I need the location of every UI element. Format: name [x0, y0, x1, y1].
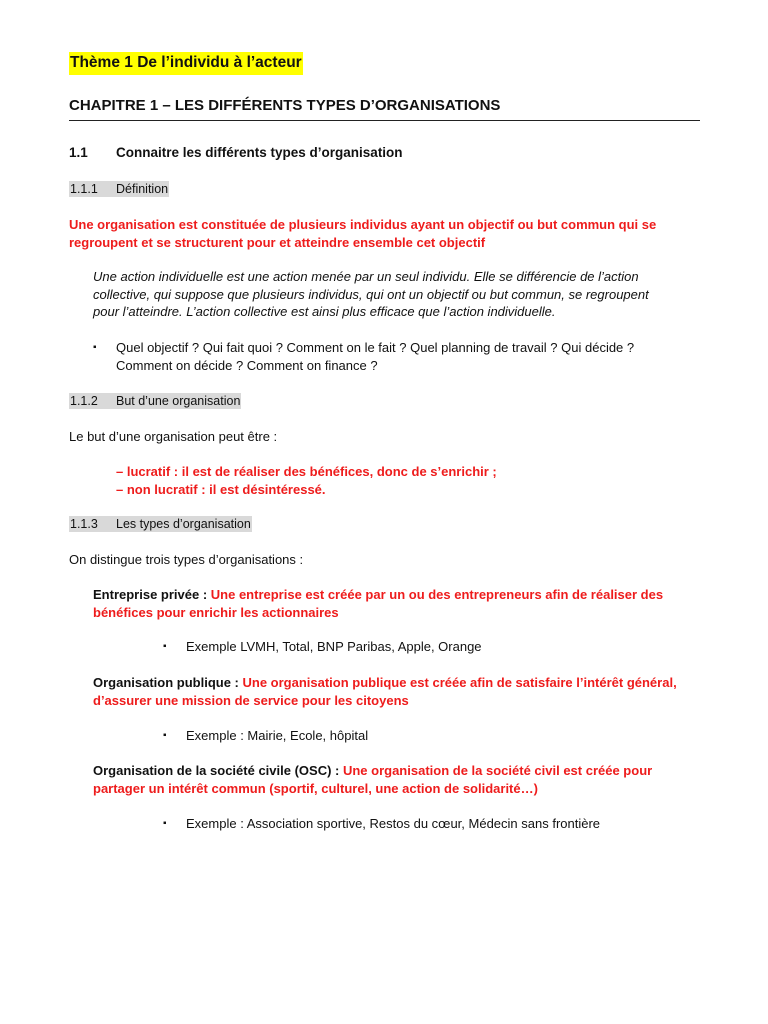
- subsection-title: Les types d’organisation: [116, 517, 251, 531]
- section-title: Connaitre les différents types d’organisation: [116, 145, 403, 160]
- questions-bullet: [116, 339, 634, 374]
- example-osc: Exemple : Association sportive, Restos du cœur, Médecin sans frontière: [186, 816, 601, 831]
- type-societe-civile: [93, 762, 652, 797]
- subsection-title: But d’une organisation: [116, 394, 241, 408]
- subsection-heading-definition: [69, 181, 169, 197]
- subsection-heading-types: [69, 516, 252, 532]
- explanation-line: collective, qui suppose que plusieurs individus, qui ont un objectif ou but commun, se regroupent: [93, 286, 649, 302]
- bullet-marker: ▪: [163, 641, 167, 652]
- type-label: Entreprise privée :: [93, 587, 211, 602]
- subsection-number: 1.1.3: [70, 517, 98, 531]
- but-list: [116, 463, 497, 498]
- types-intro: On distingue trois types d’organisations :: [69, 552, 304, 567]
- definition-line: regroupent et se structurent pour et atteindre ensemble cet objectif: [69, 234, 486, 250]
- but-intro: Le but d’une organisation peut être :: [69, 429, 278, 444]
- type-label: Organisation de la société civile (OSC) :: [93, 763, 343, 778]
- section-number: 1.1: [69, 145, 88, 160]
- but-item-non-lucratif: – non lucratif : il est désintéressé.: [116, 481, 326, 497]
- type-description: Une organisation publique est créée afin de satisfaire l’intérêt général,: [242, 675, 677, 690]
- example-entreprise: Exemple LVMH, Total, BNP Paribas, Apple, Orange: [186, 639, 482, 654]
- type-description: bénéfices pour enrichir les actionnaires: [93, 604, 339, 620]
- explanation-line: pour l’atteindre. L’action collective est ainsi plus efficace que l’action individuelle.: [93, 304, 556, 319]
- definition-line: Une organisation est constituée de plusieurs individus ayant un objectif ou but commun qui se: [69, 217, 657, 232]
- subsection-heading-but: [69, 393, 241, 409]
- type-description: Une entreprise est créée par un ou des entrepreneurs afin de réaliser des: [210, 587, 664, 602]
- type-label: Organisation publique :: [93, 675, 243, 690]
- bullet-marker: ▪: [163, 730, 167, 741]
- bullet-line: Comment on décide ? Comment on finance ?: [116, 357, 378, 373]
- but-item-lucratif: – lucratif : il est de réaliser des bénéfices, donc de s’enrichir ;: [116, 464, 497, 479]
- type-description: Une organisation de la société civil est créée pour: [342, 763, 653, 778]
- type-description: partager un intérêt commun (sportif, culturel, une action de solidarité…): [93, 780, 538, 796]
- explanation-line: Une action individuelle est une action menée par un seul individu. Elle se différencie de l’action: [93, 269, 639, 284]
- type-entreprise-privee: [93, 586, 663, 621]
- italic-explanation: [93, 268, 649, 321]
- bullet-line: Quel objectif ? Qui fait quoi ? Comment on le fait ? Quel planning de travail ? Qui décide ?: [116, 340, 635, 355]
- chapter-divider: [69, 120, 700, 121]
- chapter-title: CHAPITRE 1 – LES DIFFÉRENTS TYPES D’ORGANISATIONS: [69, 97, 501, 114]
- theme-title: Thème 1 De l’individu à l’acteur: [69, 52, 303, 75]
- subsection-number: 1.1.1: [70, 182, 98, 196]
- subsection-number: 1.1.2: [70, 394, 98, 408]
- definition-text: [69, 216, 656, 251]
- subsection-title: Définition: [116, 182, 169, 196]
- example-publique: Exemple : Mairie, Ecole, hôpital: [186, 728, 369, 743]
- type-organisation-publique: [93, 674, 677, 709]
- bullet-marker: ▪: [163, 818, 167, 829]
- type-description: d’assurer une mission de service pour les citoyens: [93, 692, 409, 708]
- bullet-marker: ▪: [93, 342, 97, 353]
